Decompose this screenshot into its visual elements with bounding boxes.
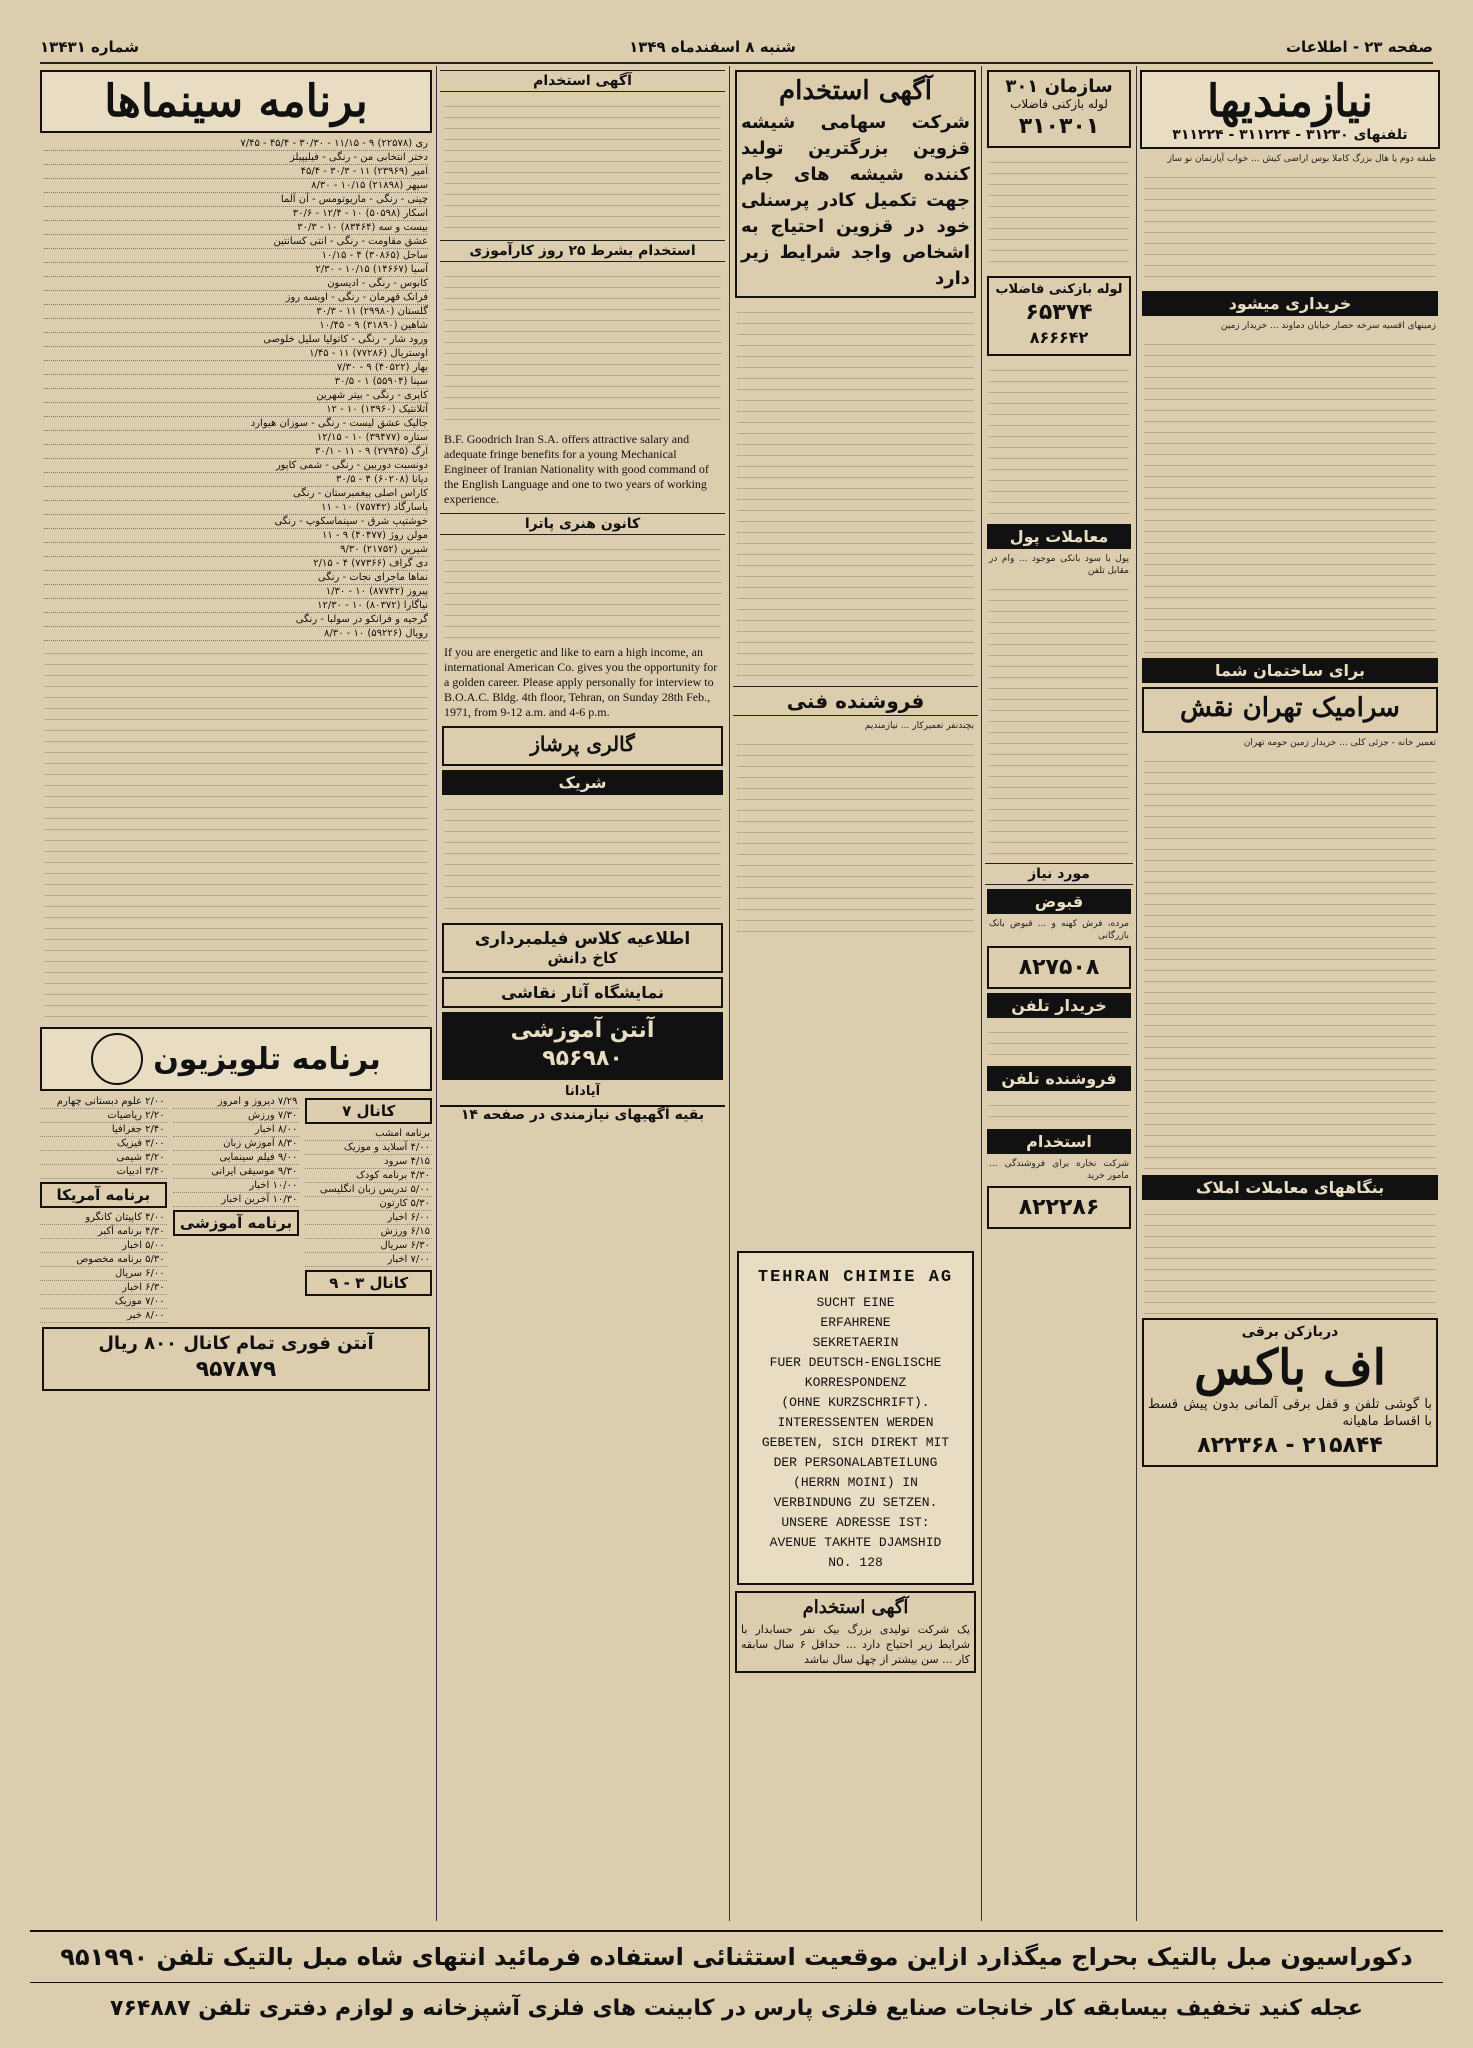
- afbox-body: با گوشی تلفن و قفل برقی آلمانی بدون پیش قسط با اقساط ماهیانه: [1148, 1397, 1432, 1429]
- cinema-row: رویال (۵۹۲۲۶) ۱۰ - ۸/۳۰: [44, 627, 428, 641]
- cinema-row: دونسبت دوربین - رنگی - شمی کاپور: [44, 459, 428, 473]
- buy-heading: خریداری میشود: [1142, 291, 1438, 316]
- page-label: صفحه ۲۳ - اطلاعات: [1285, 38, 1433, 56]
- german-ad-area: [733, 1245, 978, 1900]
- small-ads-column: [440, 66, 725, 1921]
- accountant-title: آگهی استخدام: [802, 1597, 909, 1618]
- german-line: UNSERE ADRESSE IST:: [781, 1515, 930, 1530]
- cinema-row: ستاره (۳۹۴۷۷) ۱۰ - ۱۲/۱۵: [44, 431, 428, 445]
- goodrich-ad: B.F. Goodrich Iran S.A. offers attractive salary and adequate fringe benefits for a young Mechanical Engineer of Iranian Nationality with good command of the English Language and one to two years of working experience.: [444, 432, 709, 506]
- film-class-sub: کاخ دانش: [547, 949, 618, 967]
- cinema-row: ورود شار - رنگی - کاتولیا سلیل خلوصی: [44, 333, 428, 347]
- build-heading: برای ساختمان شما: [1142, 658, 1438, 683]
- tv-line: ۴/۰۰ کاپیتان کانگرو: [40, 1211, 167, 1225]
- receipt-heading: قبوض: [987, 889, 1131, 914]
- org301-ad: [987, 70, 1131, 148]
- hire-heading: استخدام: [987, 1129, 1131, 1154]
- page-header: [40, 38, 1433, 64]
- tv-line: برنامه امشب: [305, 1127, 432, 1141]
- qazvin-title: آگهی استخدام: [779, 76, 932, 106]
- money-heading: معاملات پول: [987, 524, 1131, 549]
- gallery-title: گالری پرشاز: [530, 732, 635, 756]
- cinema-row: مولن روژ (۴۰۴۷۷) ۹ - ۱۱: [44, 529, 428, 543]
- needs-title: نیازمندیها: [1206, 76, 1374, 127]
- qazvin-body: شرکت سهامی شیشه قزوین بزرگترین تولید کننده شیشه های جام جهت تکمیل کادر پرسنلی خود در قزوین احتیاج به اشخاص واجد شرایط زیر دارد: [741, 112, 970, 289]
- boac-ad: If you are energetic and like to earn a high income, an international American Co. gives you the opportunity for a golden career. Please apply personally for interview to B.O.A.C. Bldg. 4th floor, Tehran, on Sunday 28th Feb., 1971, from 9-12 a.m. and 4-6 p.m.: [444, 645, 718, 719]
- small-ad-2-title: استخدام بشرط ۲۵ روز کارآموزی: [440, 240, 725, 262]
- filler-13: [444, 266, 721, 426]
- cinema-row: شاهین (۳۱۸۹۰) ۹ - ۱۰/۴۵: [44, 319, 428, 333]
- german-line: ERFAHRENE: [820, 1315, 891, 1330]
- german-line: AVENUE TAKHTE DJAMSHID: [769, 1535, 942, 1550]
- small-ad-1-title: آگهی استخدام: [440, 70, 725, 92]
- cinema-title-box: [40, 70, 432, 133]
- cinema-row: نیاگارا (۸۰۳۷۲) ۱۰ - ۱۲/۳۰: [44, 599, 428, 613]
- seller-heading: فروشنده تلفن: [987, 1066, 1131, 1091]
- cinema-row: سپهر (۲۱۸۹۸) ۱۰/۱۵ - ۸/۳۰: [44, 179, 428, 193]
- german-line: DER PERSONALABTEILUNG: [773, 1455, 938, 1470]
- tv-line: ۸/۰۰ خبر: [40, 1309, 167, 1323]
- filler-1: [1144, 167, 1436, 287]
- filler-15: [444, 799, 721, 919]
- german-line: KORRESPONDENZ: [804, 1375, 907, 1390]
- antenna-edu-title: آنتن آموزشی: [510, 1018, 655, 1043]
- antenna-edu-ad: [442, 1012, 723, 1080]
- buyer-heading: خریدار تلفن: [987, 993, 1131, 1018]
- filler-12: [444, 96, 721, 236]
- tv-line: ۵/۳۰ برنامه مخصوص: [40, 1253, 167, 1267]
- cinema-row: دی گراف (۷۷۳۶۶) ۴ - ۲/۱۵: [44, 557, 428, 571]
- tv-line: ۷/۰۰ موزیک: [40, 1295, 167, 1309]
- tv-line: ۶/۰۰ اخبار: [305, 1211, 432, 1225]
- cinema-row: پیروز (۸۷۷۴۲) ۱۰ - ۱/۳۰: [44, 585, 428, 599]
- tv-line: ۶/۳۰ سریال: [305, 1239, 432, 1253]
- cinema-row: امیر (۲۳۹۶۹) ۱۱ - ۳۰/۳ - ۴۵/۴: [44, 165, 428, 179]
- cinema-row: ری (۲۲۵۷۸) ۹ - ۱۱/۱۵ - ۳۰/۳۰ - ۴۵/۴ - ۷/۴۵: [44, 137, 428, 151]
- org301-title: سازمان ۳۰۱: [1005, 76, 1113, 97]
- qazvin-glass-ad: [735, 70, 976, 298]
- cinema-row: چینی - رنگی - ماریوتومس - آن آلما: [44, 193, 428, 207]
- filler-10: [737, 302, 974, 682]
- film-class-ad: [442, 923, 723, 973]
- cinema-row: بیست و سه (۸۳۴۶۴) ۱۰ - ۳۰/۳: [44, 221, 428, 235]
- cinema-title: برنامه سینماها: [104, 76, 368, 127]
- continued-note: بقیه آگهیهای نیازمندی در صفحه ۱۴: [440, 1105, 725, 1123]
- accountant-body: یک شرکت تولیدی بزرگ بیک نفر حسابدار با شرایط زیر احتیاج دارد ... حداقل ۶ سال سابقه کار ... سن بیشتر از چهل سال نباشد: [741, 1623, 970, 1666]
- tv-line: ۵/۳۰ کارتون: [305, 1197, 432, 1211]
- needs-column: [1140, 66, 1440, 1921]
- partner-heading: شریک: [442, 770, 723, 795]
- pars-metal-footer-ad: عجله کنید تخفیف بیسابقه کار خانجات صنایع فلزی پارس در کابینت های فلزی آشپزخانه و لوازم دفتری تلفن ۷۶۴۸۸۷: [110, 1996, 1363, 2021]
- receipt-body: مرده، فرش کهنه و ... قبوض بانک بازرگانی: [989, 919, 1129, 941]
- cinema-row: شیرین (۲۱۷۵۲) ۹/۳۰: [44, 543, 428, 557]
- german-line: SUCHT EINE: [816, 1295, 895, 1310]
- tv-line: ۹/۳۰ موسیقی ایرانی: [173, 1165, 300, 1179]
- german-line: NO. 128: [828, 1555, 883, 1570]
- tv-line: ۵/۰۰ تدریس زبان انگلیسی: [305, 1183, 432, 1197]
- tv-line: ۷/۰۰ اخبار: [305, 1253, 432, 1267]
- realestate-heading: بنگاههای معاملات املاک: [1142, 1175, 1438, 1200]
- plumb3-phone: ۸۲۷۵۰۸: [1018, 955, 1100, 980]
- tv-line: ۱۰/۳۰ آخرین اخبار: [173, 1193, 300, 1207]
- cinema-column: [40, 66, 432, 1921]
- filler-14: [444, 539, 721, 639]
- tv-line: ۱۰/۰۰ اخبار: [173, 1179, 300, 1193]
- channel-7-label: کانال ۷: [305, 1098, 432, 1124]
- cinema-row: کابوس - رنگی - ادیسون: [44, 277, 428, 291]
- afbox-phone: ۸۲۲۳۶۸ - ۲۱۵۸۴۴: [1197, 1433, 1383, 1458]
- antenna-edu-phone: ۹۵۶۹۸۰: [542, 1046, 623, 1071]
- cinema-row: سینا (۵۵۹۰۴) ۱ - ۳۰/۵: [44, 375, 428, 389]
- tv-line: ۳/۴۰ ادبیات: [40, 1165, 167, 1179]
- channel-9-label: کانال ۳ - ۹: [305, 1270, 432, 1296]
- painting-ad: [442, 977, 723, 1008]
- cinema-row: کاراس اصلی پیغمبرستان - رنگی: [44, 487, 428, 501]
- cinema-schedule: [44, 137, 428, 641]
- cinema-row: جالیک عشق لیست - رنگی - سوزان هیوارد: [44, 417, 428, 431]
- filler-16: [44, 643, 428, 1023]
- tv-line: ۳/۰۰ فیزیک: [40, 1137, 167, 1151]
- cinema-row: نماها ماجرای نجات - رنگی: [44, 571, 428, 585]
- german-line: GEBETEN, SICH DIREKT MIT: [761, 1435, 950, 1450]
- column-rule: [981, 66, 982, 1921]
- ceramic-ad: [1142, 687, 1438, 733]
- tehran-chimie-ad: [737, 1251, 974, 1585]
- issue-number: شماره ۱۳۴۳۱: [40, 38, 139, 56]
- plumb4-ad: [987, 1186, 1131, 1229]
- afbox-brand: اف باکس: [1194, 1340, 1386, 1396]
- antenna-title: آنتن فوری تمام کانال ۸۰۰ ریال: [98, 1333, 374, 1354]
- cinema-row: بهار (۴۰۵۲۲) ۹ - ۷/۳۰: [44, 361, 428, 375]
- plumb1-title: لوله بازکنی فاضلاب: [995, 282, 1123, 297]
- filler-7: [989, 579, 1129, 859]
- tv-line: ۲/۰۰ علوم دبستانی چهارم: [40, 1095, 167, 1109]
- filler-4: [1144, 1204, 1436, 1314]
- tv-line: ۶/۳۰ اخبار: [40, 1281, 167, 1295]
- film-class-title: اطلاعیه کلاس فیلمبرداری: [474, 929, 691, 949]
- needs-title-box: [1140, 70, 1440, 149]
- tv-col-ch7: [305, 1095, 432, 1323]
- tv-line: ۶/۰۰ سریال: [40, 1267, 167, 1281]
- plumb2-phone: ۸۶۶۶۴۲: [1029, 328, 1089, 347]
- painting-title: نمایشگاه آثار نقاشی: [500, 983, 665, 1002]
- needs-body-1: طبقه دوم یا هال بزرگ کاملا بوس اراضی کیش ... خواب آپارتمان نو ساز: [1167, 154, 1436, 164]
- column-rule: [1136, 66, 1137, 1921]
- cinema-row: اوستریال (۷۷۲۸۶) ۱۱ - ۱/۴۵: [44, 347, 428, 361]
- antenna-phone: ۹۵۷۸۷۹: [195, 1357, 277, 1382]
- plumb1-phone: ۶۵۳۷۴: [1025, 300, 1093, 325]
- german-line: VERBINDUNG ZU SETZEN.: [773, 1495, 938, 1510]
- tv-line: ۴/۰۰ آسلاید و موزیک: [305, 1141, 432, 1155]
- cinema-row: دیانا (۶۰۲۰۸) ۴ - ۳۰/۵: [44, 473, 428, 487]
- cinema-row: اسکار (۵۰۵۹۸) ۱۰ - ۱۲/۴ - ۳۰/۶: [44, 207, 428, 221]
- column-rule: [436, 66, 437, 1921]
- cinema-row: پاسارگاد (۷۵۷۴۲) ۱۰ - ۱۱: [44, 501, 428, 515]
- cinema-row: فرانک قهرمان - رنگی - اویسه روز: [44, 291, 428, 305]
- needs-phones: تلفنهای ۳۱۲۳۰ - ۳۱۱۲۲۴ - ۳۱۱۲۲۴: [1172, 127, 1408, 143]
- org301-sub: لوله بازکنی فاضلاب: [1010, 97, 1108, 111]
- filler-11: [737, 734, 974, 934]
- tv-emblem-icon: [91, 1033, 143, 1085]
- page-date: شنبه ۸ اسفندماه ۱۳۴۹: [629, 38, 796, 56]
- org301-phone: ۳۱۰۳۰۱: [1018, 114, 1100, 139]
- cinema-row: آسیا (۱۴۶۶۷) ۱۰/۱۵ - ۲/۳۰: [44, 263, 428, 277]
- plumb1-ad: [987, 276, 1131, 356]
- tech-seller-heading: فروشنده فنی: [733, 686, 978, 716]
- tv-line: ۳/۲۰ شیمی: [40, 1151, 167, 1165]
- small-ad-3-title: کانون هنری پاترا: [440, 513, 725, 535]
- cinema-row: آتلانتیک (۱۳۹۶۰) ۱۰ - ۱۲: [44, 403, 428, 417]
- us-label: برنامه آمریکا: [40, 1182, 167, 1208]
- edu-label: برنامه آموزشی: [173, 1210, 300, 1236]
- need-heading: مورد نیاز: [985, 863, 1133, 885]
- money-body: پول با سود بانکی موجود ... وام در مقابل تلفن: [989, 554, 1129, 576]
- hire-body: شرکت نخاره برای فروشندگی ... مامور خرید: [989, 1159, 1129, 1181]
- tv-line: ۸/۳۰ آموزش زبان: [173, 1137, 300, 1151]
- filler-6: [989, 360, 1129, 520]
- filler-5: [989, 152, 1129, 272]
- tv-title-box: [40, 1027, 432, 1091]
- tv-line: ۹/۰۰ فیلم سینمایی: [173, 1151, 300, 1165]
- filler-3: [1144, 751, 1436, 1171]
- cinema-row: ارگ (۲۷۹۴۵) ۹ - ۱۱ - ۳۰/۱: [44, 445, 428, 459]
- needs-body-2: زمینهای اقسیه سرخه حصار خیابان دماوند ... خریدار زمین: [1220, 321, 1436, 331]
- tv-col-edu: [173, 1095, 300, 1323]
- afbox-tag: دربازکن برقی: [1241, 1324, 1339, 1340]
- cinema-row: گرجیه و فرانکو در سولبا - رنگی: [44, 613, 428, 627]
- german-line: INTERESSENTEN WERDEN: [777, 1415, 934, 1430]
- tv-line: ۴/۳۰ برنامه آکبر: [40, 1225, 167, 1239]
- cinema-row: عشق مقاومت - رنگی - انتی کسانتین: [44, 235, 428, 249]
- tv-line: ۶/۱۵ ورزش: [305, 1225, 432, 1239]
- accountant-ad: [735, 1591, 976, 1673]
- baltic-footer-ad: دکوراسیون مبل بالتیک بحراج میگذارد ازاین موقعیت استثنائی استفاده فرمائید انتهای شاه مبل بالتیک تلفن ۹۵۱۹۹۰: [30, 1930, 1443, 1983]
- german-line: SEKRETAERIN: [812, 1335, 899, 1350]
- cinema-row: کاپری - رنگی - بیتر شهرین: [44, 389, 428, 403]
- cinema-row: ساحل (۳۰۸۶۵) ۴ - ۱۰/۱۵: [44, 249, 428, 263]
- tv-line: ۴/۱۵ سرود: [305, 1155, 432, 1169]
- jobs-body-2: بچندنفر تعمیرکار ... نیازمندیم: [864, 721, 974, 731]
- column-rule: [729, 66, 730, 1921]
- needs-body-3: تعمیر خانه - جزئی کلی ... خریدار زمین حومه تهران: [1243, 738, 1436, 748]
- german-line: (OHNE KURZSCHRIFT).: [781, 1395, 930, 1410]
- tv-line: ۷/۳۰ ورزش: [173, 1109, 300, 1123]
- tv-line: ۲/۴۰ جغرافیا: [40, 1123, 167, 1137]
- cinema-row: گلستان (۲۹۹۸۰) ۱۱ - ۳۰/۳: [44, 305, 428, 319]
- filler-9: [989, 1095, 1129, 1125]
- tv-line: ۲/۲۰ ریاضیات: [40, 1109, 167, 1123]
- tv-title: برنامه تلویزیون: [153, 1041, 381, 1077]
- tv-col-us: [40, 1095, 167, 1323]
- german-head: TEHRAN CHIMIE AG: [757, 1268, 954, 1287]
- tv-line: ۴/۳۰ برنامه کودک: [305, 1169, 432, 1183]
- aid-label: آیادانا: [564, 1084, 601, 1099]
- filler-8: [989, 1022, 1129, 1062]
- german-line: FUER DEUTSCH-ENGLISCHE: [769, 1355, 942, 1370]
- cinema-row: دختر انتخابی من - رنگی - فیلیپیلز: [44, 151, 428, 165]
- afbox-ad: [1142, 1318, 1438, 1467]
- tv-line: ۷/۲۹ دیروز و امروز: [173, 1095, 300, 1109]
- ceramic-title: سرامیک تهران نقش: [1180, 693, 1400, 723]
- plumb4-phone: ۸۲۲۲۸۶: [1018, 1195, 1100, 1220]
- tv-line: ۸/۰۰ اخبار: [173, 1123, 300, 1137]
- german-line: (HERRN MOINI) IN: [793, 1475, 918, 1490]
- antenna-ad: [42, 1327, 430, 1391]
- cinema-row: خوشتیپ شرق - سینماسکوپ - رنگی: [44, 515, 428, 529]
- tv-grid: [40, 1095, 432, 1323]
- services-column: [985, 66, 1133, 1921]
- filler-2: [1144, 334, 1436, 654]
- gallery-ad: [442, 726, 723, 766]
- tv-line: ۵/۰۰ اخبار: [40, 1239, 167, 1253]
- plumb3-ad: [987, 946, 1131, 989]
